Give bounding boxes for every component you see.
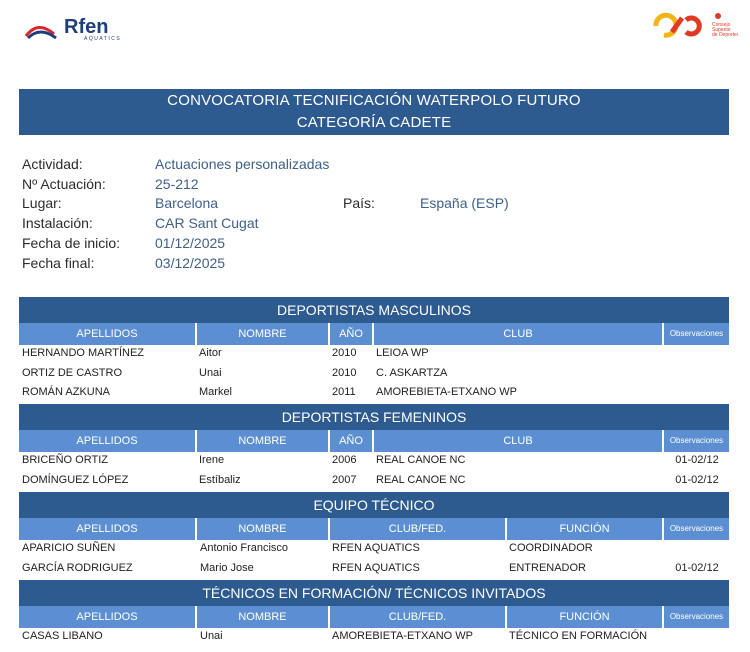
table-row xyxy=(19,540,729,560)
table-cell: Unai xyxy=(199,366,222,379)
lugar-label: Lugar: xyxy=(22,195,62,211)
table-cell: 2006 xyxy=(332,454,357,466)
table-cell: Unai xyxy=(200,630,223,642)
table-cell: RFEN AQUATICS xyxy=(332,561,420,574)
table-cell: APARICIO SUÑEN xyxy=(22,542,116,554)
column-header: FUNCIÓN xyxy=(507,518,662,540)
actividad-value: Actuaciones personalizadas xyxy=(155,156,330,172)
column-header: Observaciones xyxy=(664,606,729,628)
column-header: CLUB/FED. xyxy=(330,606,505,628)
column-header: NOMBRE xyxy=(197,518,328,540)
table-cell: 01-02/12 xyxy=(675,454,719,466)
table-cell: ORTIZ DE CASTRO xyxy=(22,366,123,379)
table-cell: Mario Jose xyxy=(200,561,254,574)
table-cell: 2010 xyxy=(332,347,357,359)
inicio-label: Fecha de inicio: xyxy=(22,235,121,251)
table-cell: Irene xyxy=(199,454,225,466)
csd-line-3: de Deportes xyxy=(712,32,738,38)
column-header: FUNCIÓN xyxy=(507,606,662,628)
table-row xyxy=(19,365,729,385)
table-row xyxy=(19,345,729,365)
table-row xyxy=(19,452,729,472)
pais-value: España (ESP) xyxy=(420,195,509,211)
column-header: NOMBRE xyxy=(197,606,328,628)
table-cell: Markel xyxy=(199,386,233,398)
table-cell: Aitor xyxy=(199,347,222,359)
table-cell: CASAS LIBANO xyxy=(22,630,103,642)
actuacion-label: Nº Actuación: xyxy=(22,176,106,192)
table-cell: AMOREBIETA-ETXANO WP xyxy=(332,630,473,642)
table-row xyxy=(19,560,729,580)
column-header: Observaciones xyxy=(664,323,729,345)
table-cell: 2010 xyxy=(332,366,357,379)
inicio-value: 01/12/2025 xyxy=(155,235,226,251)
rfen-logo-sub: AQUATICS xyxy=(84,36,122,42)
section-equipo-tecnico xyxy=(19,492,729,579)
section-title: EQUIPO TÉCNICO xyxy=(19,492,729,518)
table-row xyxy=(19,384,729,404)
table-cell: C. ASKARTZA xyxy=(376,366,448,379)
table-header xyxy=(19,518,729,540)
table-cell: Estíbaliz xyxy=(199,473,241,486)
section-tecnicos-formacion xyxy=(19,580,729,648)
section-title: TÉCNICOS EN FORMACIÓN/ TÉCNICOS INVITADOS xyxy=(19,580,729,606)
instalacion-value: CAR Sant Cugat xyxy=(155,215,259,231)
final-value: 03/12/2025 xyxy=(155,255,226,271)
table-cell: BRICEÑO ORTIZ xyxy=(22,454,108,466)
csd-logo xyxy=(652,12,738,40)
column-header: APELLIDOS xyxy=(19,430,195,452)
table-cell: TÉCNICO EN FORMACIÓN xyxy=(509,630,648,642)
table-header xyxy=(19,606,729,628)
instalacion-label: Instalación: xyxy=(22,215,93,231)
column-header: NOMBRE xyxy=(197,323,328,345)
table-cell: 2007 xyxy=(332,473,357,486)
title-line-1: CONVOCATORIA TECNIFICACIÓN WATERPOLO FUTURO xyxy=(167,92,581,109)
section-masculinos xyxy=(19,297,729,404)
table-cell: LEIOA WP xyxy=(376,347,429,359)
table-cell: ENTRENADOR xyxy=(509,561,587,574)
table-cell: HERNANDO MARTÍNEZ xyxy=(22,347,145,359)
table-cell: REAL CANOE NC xyxy=(376,473,466,486)
table-cell: GARCÍA RODRIGUEZ xyxy=(22,561,133,574)
section-femeninos xyxy=(19,404,729,491)
column-header: Observaciones xyxy=(664,518,729,540)
table-header xyxy=(19,323,729,345)
column-header: CLUB xyxy=(374,323,662,345)
title-line-2: CATEGORÍA CADETE xyxy=(296,114,452,131)
table-cell: Antonio Francisco xyxy=(200,542,289,554)
table-cell: 01-02/12 xyxy=(675,473,719,486)
table-cell: AMOREBIETA-ETXANO WP xyxy=(376,386,517,398)
csd-line-2: Superior xyxy=(712,27,731,33)
rfen-logo-text: Rfen xyxy=(64,16,109,38)
actividad-label: Actividad: xyxy=(22,156,83,172)
column-header: APELLIDOS xyxy=(19,323,195,345)
actuacion-value: 25-212 xyxy=(155,176,199,192)
table-cell: RFEN AQUATICS xyxy=(332,542,420,554)
title-band xyxy=(19,89,729,135)
table-cell: COORDINADOR xyxy=(509,542,593,554)
table-cell: DOMÍNGUEZ LÓPEZ xyxy=(22,473,129,486)
section-title: DEPORTISTAS FEMENINOS xyxy=(19,404,729,430)
column-header: NOMBRE xyxy=(197,430,328,452)
column-header: APELLIDOS xyxy=(19,606,195,628)
table-row xyxy=(19,472,729,492)
column-header: AÑO xyxy=(330,430,372,452)
table-header xyxy=(19,430,729,452)
column-header: AÑO xyxy=(330,323,372,345)
pais-label: País: xyxy=(343,195,375,211)
table-cell: 2011 xyxy=(332,386,356,398)
column-header: Observaciones xyxy=(664,430,729,452)
section-title: DEPORTISTAS MASCULINOS xyxy=(19,297,729,323)
rfen-logo xyxy=(24,14,128,42)
final-label: Fecha final: xyxy=(22,255,95,271)
lugar-value: Barcelona xyxy=(155,195,219,211)
column-header: APELLIDOS xyxy=(19,518,195,540)
column-header: CLUB xyxy=(374,430,662,452)
table-cell: REAL CANOE NC xyxy=(376,454,466,466)
table-cell: ROMÁN AZKUNA xyxy=(22,386,111,398)
column-header: CLUB/FED. xyxy=(330,518,505,540)
table-row xyxy=(19,628,729,648)
table-cell: 01-02/12 xyxy=(675,561,719,574)
csd-line-1: Consejo xyxy=(712,22,731,28)
